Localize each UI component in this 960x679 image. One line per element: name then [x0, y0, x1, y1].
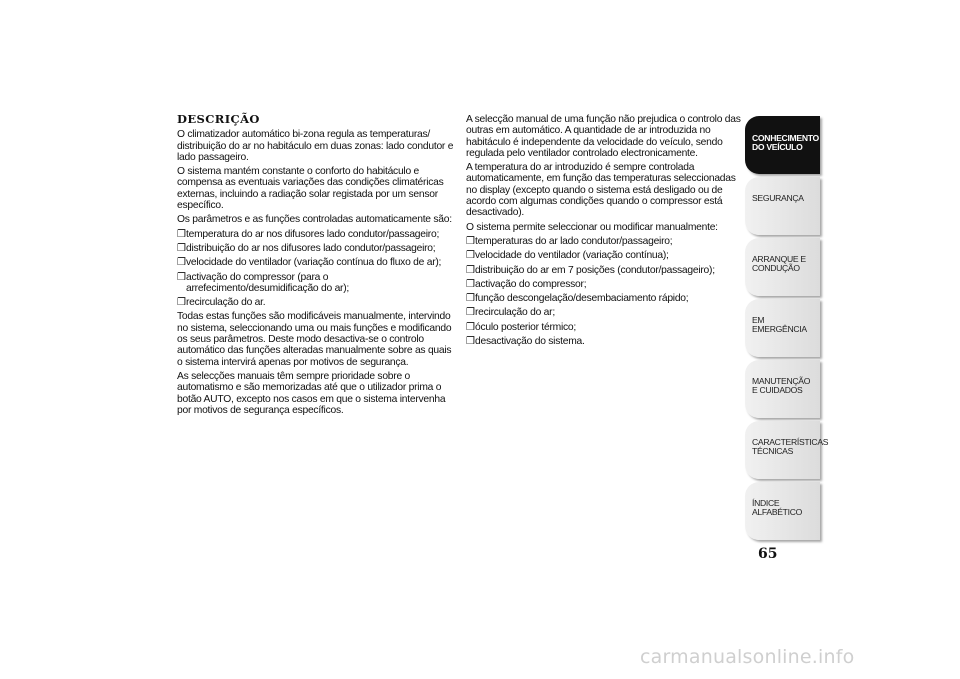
list-item-text: activação do compressor;	[475, 278, 587, 290]
list-item-text: recirculação do ar.	[186, 297, 266, 309]
list-item	[177, 257, 457, 268]
list-item	[177, 297, 457, 308]
list-item-text: activação do compressor (para o arrefecimento/desumidificação do ar);	[186, 271, 350, 294]
list-item-text: velocidade do ventilador (variação contínua do fluxo de ar);	[186, 257, 442, 269]
paragraph: A selecção manual de uma função não prejudica o controlo das outras em automático. A quantidade de ar introduzida no habitáculo é independente da velocidade do veículo, sendo regulada pelo ventilador controlado electronicamente.	[466, 114, 741, 159]
tab-indice-alfabetico[interactable]: ÍNDICE ALFABÉTICO	[745, 482, 820, 540]
tab-manutencao-e-cuidados[interactable]: MANUTENÇÃO E CUIDADOS	[745, 360, 820, 418]
list-item	[466, 293, 743, 304]
tab-em-emergencia[interactable]: EM EMERGÊNCIA	[745, 299, 820, 357]
watermark: carmanualsonline.info	[640, 646, 855, 668]
checkbox-bullet-icon: ❒	[466, 293, 475, 305]
tab-seguranca[interactable]: SEGURANÇA	[745, 177, 820, 235]
paragraph: Os parâmetros e as funções controladas automaticamente são:	[177, 214, 452, 226]
list-item	[466, 307, 743, 318]
list-item	[177, 229, 457, 240]
checkbox-bullet-icon: ❒	[177, 271, 186, 283]
list-item-text: velocidade do ventilador (variação contínua);	[475, 250, 669, 262]
checkbox-bullet-icon: ❒	[466, 235, 475, 247]
list-item	[466, 279, 743, 290]
list-item	[177, 272, 457, 295]
list-item-text: desactivação do sistema.	[475, 336, 585, 348]
checkbox-bullet-icon: ❒	[466, 250, 475, 262]
list-item-text: recirculação do ar;	[475, 307, 555, 319]
list-item-text: distribuição do ar nos difusores lado condutor/passageiro;	[186, 242, 436, 254]
list-item-text: óculo posterior térmico;	[475, 321, 577, 333]
checkbox-bullet-icon: ❒	[466, 321, 475, 333]
list-item-text: temperatura do ar nos difusores lado condutor/passageiro;	[186, 228, 440, 240]
left-column	[177, 114, 457, 419]
section-heading: DESCRIÇÃO	[177, 112, 260, 126]
tab-conhecimento-do-veiculo[interactable]: CONHECIMENTO DO VEÍCULO	[745, 116, 820, 174]
paragraph: As selecções manuais têm sempre prioridade sobre o automatismo e são memorizadas até que o utilizador prima o botão AUTO, excepto nos casos em que o sistema intervenha por motivos de segurança específicos.	[177, 370, 446, 416]
paragraph: Todas estas funções são modificáveis manualmente, intervindo no sistema, seleccionando uma ou mais funções e modificando os seus parâmetros. Deste modo desactiva-se o controlo automático das funções alteradas manualmente sobre as quais o sistema intervirá apenas por motivos de segurança.	[177, 311, 452, 368]
list-item	[466, 336, 743, 347]
paragraph: A temperatura do ar introduzido é sempre controlada automaticamente, em função das temperaturas seleccionadas no display (excepto quando o sistema está desligado ou de acordo com algumas condições quando o compressor está desactivado).	[466, 162, 736, 219]
paragraph: O climatizador automático bi-zona regula as temperaturas/ distribuição do ar no habitáculo em duas zonas: lado condutor e lado passageiro.	[177, 129, 454, 163]
checkbox-bullet-icon: ❒	[466, 264, 475, 276]
paragraph: O sistema mantém constante o conforto do habitáculo e compensa as eventuais variações das condições climatéricas externas, incluindo a radiação solar registada por um sensor específico.	[177, 166, 444, 212]
tab-caracteristicas-tecnicas[interactable]: CARACTERÍSTICAS TÉCNICAS	[745, 421, 820, 479]
list-item-text: função descongelação/desembaciamento rápido;	[475, 293, 689, 305]
page-number: 65	[758, 546, 778, 562]
checkbox-bullet-icon: ❒	[177, 228, 186, 240]
chapter-tabs	[745, 116, 829, 543]
checkbox-bullet-icon: ❒	[466, 336, 475, 348]
list-item	[466, 265, 743, 276]
tab-arranque-e-conducao[interactable]: ARRANQUE E CONDUÇÃO	[745, 238, 820, 296]
list-item-text: distribuição do ar em 7 posições (condutor/passageiro);	[475, 264, 715, 276]
list-item	[177, 243, 457, 254]
checkbox-bullet-icon: ❒	[177, 297, 186, 309]
checkbox-bullet-icon: ❒	[466, 278, 475, 290]
checkbox-bullet-icon: ❒	[177, 242, 186, 254]
list-item-text: temperaturas do ar lado condutor/passageiro;	[475, 235, 673, 247]
checkbox-bullet-icon: ❒	[177, 257, 186, 269]
checkbox-bullet-icon: ❒	[466, 307, 475, 319]
list-item	[466, 322, 743, 333]
right-column	[466, 114, 743, 350]
paragraph: O sistema permite seleccionar ou modificar manualmente:	[466, 221, 718, 233]
list-item	[466, 236, 743, 247]
list-item	[466, 250, 743, 261]
